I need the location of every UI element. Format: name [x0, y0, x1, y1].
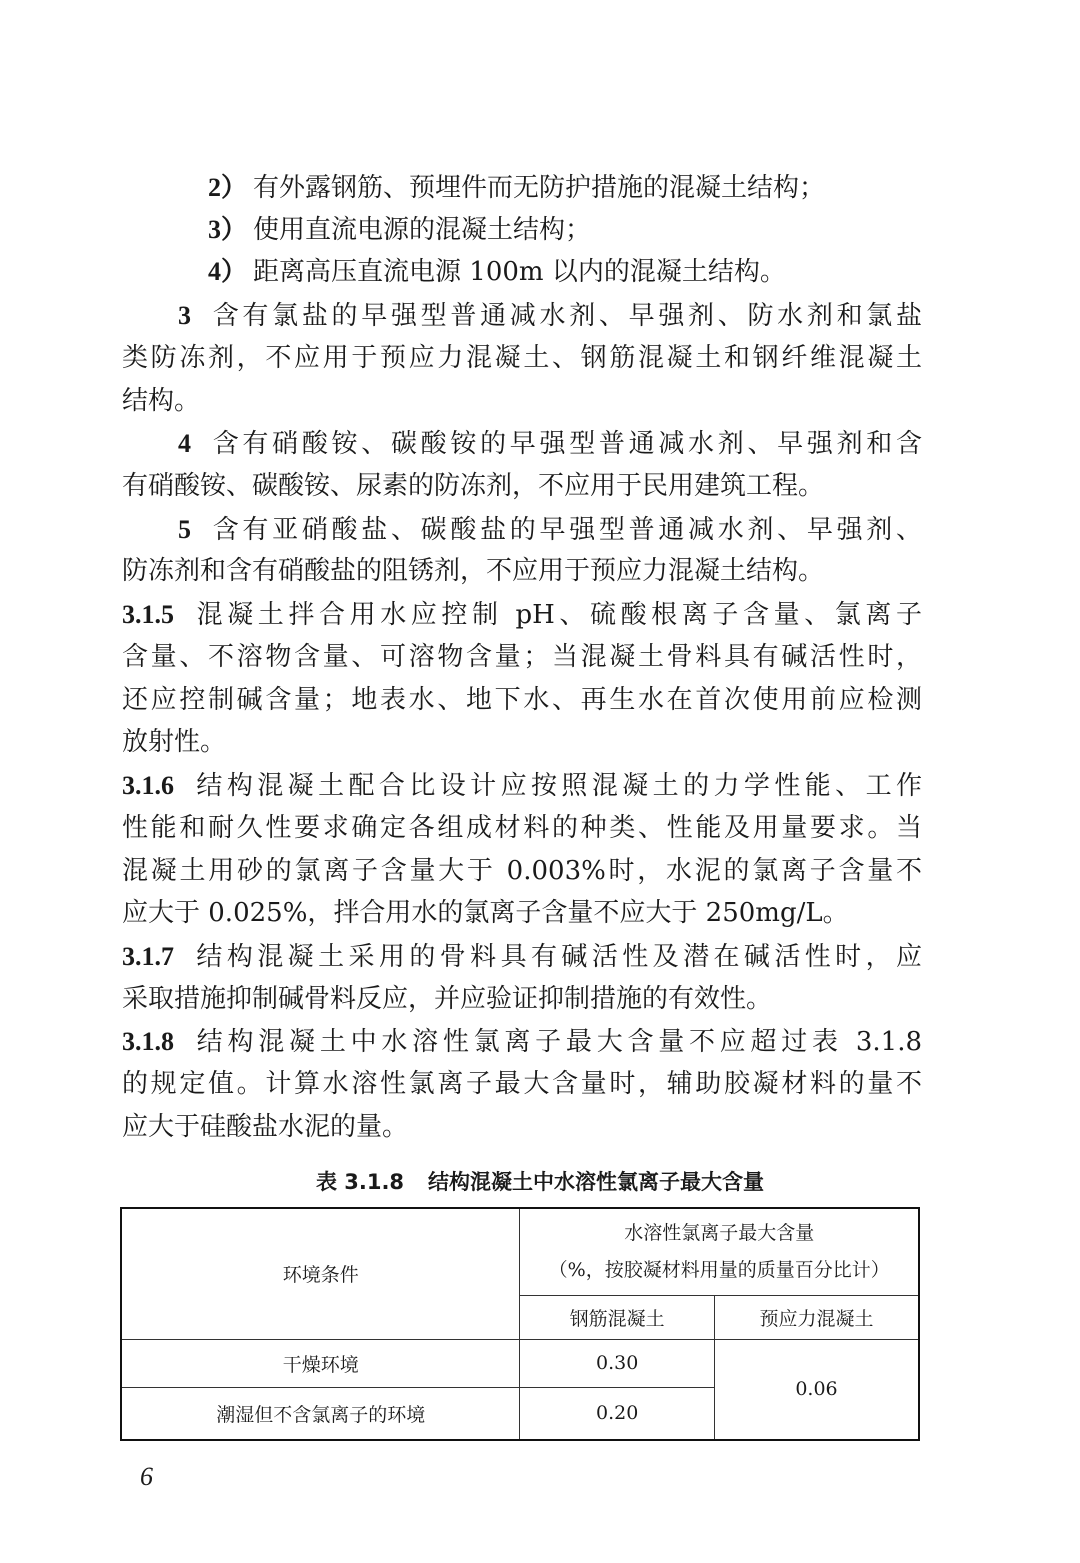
clause-5-line: 5 含有亚硝酸盐、碳酸盐的早强型普通减水剂、早强剂、 — [178, 515, 922, 545]
clause-3-1-5-line: 放射性。 — [122, 727, 227, 757]
clause-3-1-7-line: 3.1.7 结构混凝土采用的骨料具有碱活性及潜在碱活性时，应 — [122, 942, 922, 972]
clause-3-1-6-line: 3.1.6 结构混凝土配合比设计应按照混凝土的力学性能、工作 — [122, 771, 922, 801]
chloride-limit-table — [120, 1207, 920, 1441]
table-cell-rc: 0.20 — [520, 1387, 715, 1440]
list-item: 3） 使用直流电源的混凝土结构； — [208, 215, 592, 245]
clause-3-line: 3 含有氯盐的早强型普通减水剂、早强剂、防水剂和氯盐 — [178, 301, 922, 331]
header-reinforced-concrete: 钢筋混凝土 — [520, 1295, 715, 1339]
header-environment: 环境条件 — [121, 1208, 520, 1339]
clause-3-1-8-line: 3.1.8 结构混凝土中水溶性氯离子最大含量不应超过表 3.1.8 — [122, 1027, 922, 1057]
clause-4-line: 4 含有硝酸铵、碳酸铵的早强型普通减水剂、早强剂和含 — [178, 429, 922, 459]
clause-3-1-5-line: 还应控制碱含量；地表水、地下水、再生水在首次使用前应检测 — [122, 685, 922, 715]
clause-3-line: 结构。 — [122, 386, 201, 416]
header-prestressed-concrete: 预应力混凝土 — [714, 1295, 919, 1339]
clause-3-line: 类防冻剂，不应用于预应力混凝土、钢筋混凝土和钢纤维混凝土 — [122, 343, 922, 373]
clause-4-line: 有硝酸铵、碳酸铵、尿素的防冻剂，不应用于民用建筑工程。 — [122, 471, 825, 501]
list-item: 4） 距离高压直流电源 100m 以内的混凝土结构。 — [208, 257, 786, 287]
header-max-chloride: 水溶性氯离子最大含量 （%，按胶凝材料用量的质量百分比计） — [520, 1208, 919, 1295]
table-cell-rc: 0.30 — [520, 1339, 715, 1387]
clause-5-line: 防冻剂和含有硝酸盐的阻锈剂，不应用于预应力混凝土结构。 — [122, 556, 825, 586]
clause-3-1-5-line: 含量、不溶物含量、可溶物含量；当混凝土骨料具有碱活性时， — [122, 642, 922, 672]
clause-3-1-6-line: 混凝土用砂的氯离子含量大于 0.003%时，水泥的氯离子含量不 — [122, 856, 922, 886]
clause-3-1-6-line: 应大于 0.025%，拌合用水的氯离子含量不应大于 250mg/L。 — [122, 898, 849, 928]
clause-3-1-8-line: 应大于硅酸盐水泥的量。 — [122, 1112, 409, 1142]
clause-3-1-7-line: 采取措施抑制碱骨料反应，并应验证抑制措施的有效性。 — [122, 984, 773, 1014]
clause-3-1-5-line: 3.1.5 混凝土拌合用水应控制 pH、硫酸根离子含量、氯离子 — [122, 600, 922, 630]
clause-3-1-6-line: 性能和耐久性要求确定各组成材料的种类、性能及用量要求。当 — [122, 813, 922, 843]
table-cell-env: 潮湿但不含氯离子的环境 — [121, 1387, 520, 1440]
table-cell-env: 干燥环境 — [121, 1339, 520, 1387]
list-item: 2） 有外露钢筋、预埋件而无防护措施的混凝土结构； — [208, 173, 826, 203]
page-number: 6 — [140, 1462, 153, 1491]
table-caption: 表 3.1.8 结构混凝土中水溶性氯离子最大含量 — [315, 1170, 765, 1194]
table-cell-prestressed: 0.06 — [714, 1339, 919, 1440]
clause-3-1-8-line: 的规定值。计算水溶性氯离子最大含量时，辅助胶凝材料的量不 — [122, 1069, 922, 1099]
